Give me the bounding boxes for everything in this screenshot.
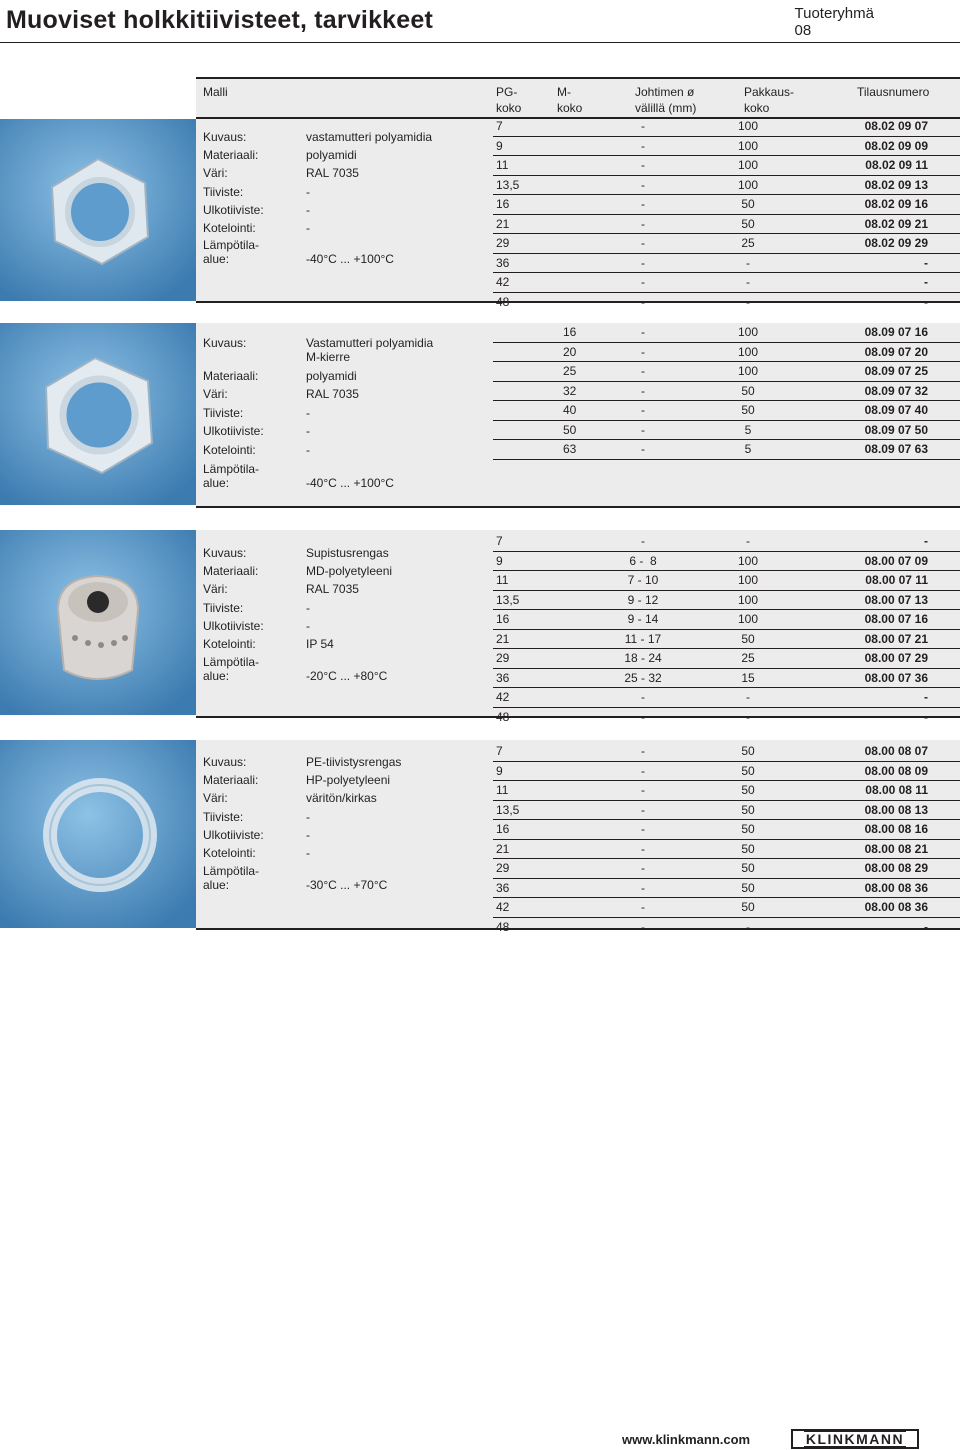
- table-header: [196, 77, 960, 119]
- attr-label: Materiaali:: [203, 148, 259, 162]
- table-cell: -: [746, 690, 750, 704]
- table-cell: 08.00 08 36: [864, 880, 928, 895]
- table-cell: 08.00 08 36: [864, 900, 928, 914]
- attr-label: Kotelointi:: [203, 846, 256, 860]
- table-cell: 7: [496, 119, 503, 133]
- table-cell: -: [641, 763, 645, 778]
- header-pakkaus: Pakkaus- koko: [744, 85, 795, 115]
- table-cell: 16: [496, 822, 510, 836]
- table-cell: 16: [496, 612, 510, 626]
- table-cell: 100: [737, 573, 759, 587]
- attr-label: Väri:: [203, 582, 228, 596]
- table-row: [493, 176, 960, 196]
- table-cell: 100: [737, 119, 759, 133]
- hex-nut-icon: [0, 323, 196, 505]
- table-row: [493, 195, 960, 215]
- table-row: [493, 859, 960, 879]
- table-cell: 20: [563, 344, 577, 359]
- table-cell: 6 - 8: [629, 553, 657, 568]
- table-cell: 08.00 07 13: [864, 592, 928, 607]
- footer-url[interactable]: www.klinkmann.com: [622, 1432, 751, 1447]
- table-row: [493, 898, 960, 918]
- table-cell: -: [641, 709, 645, 724]
- attr-value: -: [306, 185, 310, 199]
- table-cell: 100: [737, 158, 759, 172]
- rows-pe-ring: [493, 742, 960, 936]
- table-row: [493, 610, 960, 630]
- table-cell: 42: [496, 690, 510, 704]
- table-cell: 08.00 08 09: [864, 763, 928, 778]
- sealing-ring-icon: [0, 740, 196, 928]
- attr-label: Tiiviste:: [203, 601, 244, 615]
- table-cell: -: [924, 919, 928, 934]
- attr-label: Lämpötila- alue:: [203, 655, 260, 683]
- table-row: [493, 117, 960, 137]
- table-cell: 36: [496, 880, 510, 895]
- table-cell: 9 - 12: [627, 592, 659, 607]
- attr-value: -20°C ... +80°C: [306, 669, 388, 683]
- attr-label: Ulkotiiviste:: [203, 203, 264, 217]
- table-cell: -: [641, 534, 645, 548]
- table-cell: 08.02 09 16: [864, 197, 928, 211]
- table-cell: 29: [496, 236, 510, 250]
- table-cell: -: [746, 294, 750, 309]
- table-row: [493, 688, 960, 708]
- table-cell: -: [641, 841, 645, 856]
- attr-value: polyamidi: [306, 369, 357, 383]
- attr-label: Materiaali:: [203, 564, 259, 578]
- table-row: [493, 762, 960, 782]
- attr-value: IP 54: [306, 637, 334, 651]
- table-row: [493, 649, 960, 669]
- table-row: [493, 382, 960, 402]
- attr-value: -: [306, 203, 310, 217]
- attr-label: Tiiviste:: [203, 406, 244, 420]
- attr-value: PE-tiivistysrengas: [306, 755, 402, 769]
- table-row: [493, 820, 960, 840]
- attr-value: Supistusrengas: [306, 546, 389, 560]
- table-cell: 11: [496, 573, 509, 587]
- table-cell: 08.00 07 09: [864, 553, 928, 568]
- table-cell: 50: [741, 383, 755, 398]
- table-cell: 16: [563, 325, 577, 339]
- table-cell: 48: [496, 919, 510, 934]
- table-cell: 48: [496, 709, 510, 724]
- table-cell: -: [641, 861, 645, 875]
- table-cell: 50: [741, 763, 755, 778]
- table-row: [493, 293, 960, 312]
- rows-locknut: [493, 117, 960, 311]
- attr-label: Kuvaus:: [203, 546, 247, 560]
- attr-label: Materiaali:: [203, 369, 259, 383]
- table-cell: 50: [741, 822, 755, 836]
- attr-value: -: [306, 424, 310, 438]
- table-cell: 08.00 08 13: [864, 802, 928, 817]
- attr-label: Kuvaus:: [203, 336, 247, 350]
- table-cell: 13,5: [496, 592, 520, 607]
- table-cell: 08.09 07 20: [864, 344, 928, 359]
- table-cell: -: [746, 255, 750, 270]
- table-cell: 08.02 09 13: [864, 177, 928, 192]
- table-cell: 50: [741, 403, 755, 417]
- table-cell: 100: [737, 325, 759, 339]
- attr-value: RAL 7035: [306, 387, 359, 401]
- header-malli: Malli: [203, 85, 228, 99]
- table-cell: -: [746, 919, 750, 934]
- attr-label: Materiaali:: [203, 773, 259, 787]
- table-cell: 9: [496, 763, 503, 778]
- table-cell: 08.00 08 21: [864, 841, 928, 856]
- table-row: [493, 801, 960, 821]
- attr-value: -: [306, 443, 310, 457]
- table-cell: 08.09 07 63: [864, 442, 928, 456]
- attr-value: -: [306, 406, 310, 420]
- header-johtimen: Johtimen ø välillä (mm): [635, 85, 697, 115]
- table-cell: -: [641, 236, 645, 250]
- table-cell: -: [641, 783, 645, 797]
- table-cell: 9: [496, 138, 503, 153]
- header-m-koko: M- koko: [557, 85, 583, 115]
- table-cell: 25 - 32: [624, 670, 662, 685]
- table-cell: 50: [741, 880, 755, 895]
- table-cell: 50: [741, 861, 755, 875]
- table-cell: -: [641, 690, 645, 704]
- table-cell: -: [746, 534, 750, 548]
- table-cell: -: [641, 364, 645, 378]
- attr-label: Väri:: [203, 166, 228, 180]
- product-photo-locknut: [0, 119, 196, 301]
- table-cell: 42: [496, 275, 510, 289]
- table-cell: 08.00 08 16: [864, 822, 928, 836]
- header-pg-koko: PG- koko: [496, 85, 522, 115]
- table-cell: 11: [496, 158, 509, 172]
- table-cell: 50: [741, 216, 755, 231]
- table-row: [493, 215, 960, 235]
- title-rule: [0, 42, 960, 43]
- table-cell: 7: [496, 744, 503, 758]
- table-cell: 29: [496, 861, 510, 875]
- table-cell: 08.09 07 40: [864, 403, 928, 417]
- table-cell: 08.09 07 25: [864, 364, 928, 378]
- table-row: [493, 781, 960, 801]
- table-cell: 48: [496, 294, 510, 309]
- table-cell: 11: [496, 783, 509, 797]
- table-cell: -: [924, 709, 928, 724]
- table-row: [493, 421, 960, 441]
- attr-label: Kuvaus:: [203, 130, 247, 144]
- attr-value: väritön/kirkas: [306, 791, 377, 805]
- table-cell: -: [641, 138, 645, 153]
- table-cell: 08.02 09 29: [864, 236, 928, 250]
- table-cell: -: [924, 275, 928, 289]
- attr-label: Tiiviste:: [203, 810, 244, 824]
- logo-text: KLINKMANN: [805, 1431, 905, 1447]
- table-cell: -: [641, 275, 645, 289]
- table-cell: -: [641, 422, 645, 437]
- table-cell: 50: [741, 802, 755, 817]
- attr-label: Tiiviste:: [203, 185, 244, 199]
- attr-value: -: [306, 601, 310, 615]
- table-row: [493, 362, 960, 382]
- table-row: [493, 552, 960, 572]
- table-cell: 50: [741, 744, 755, 758]
- attr-value: -: [306, 221, 310, 235]
- table-cell: 08.00 08 07: [864, 744, 928, 758]
- table-cell: -: [746, 275, 750, 289]
- attr-label: Ulkotiiviste:: [203, 828, 264, 842]
- table-cell: -: [924, 294, 928, 309]
- table-cell: -: [641, 325, 645, 339]
- attr-label: Lämpötila- alue:: [203, 238, 260, 266]
- table-cell: 08.00 07 36: [864, 670, 928, 685]
- attr-label: Kotelointi:: [203, 221, 256, 235]
- table-cell: 5: [744, 422, 752, 437]
- table-cell: 5: [744, 442, 752, 456]
- table-cell: 9: [496, 553, 503, 568]
- table-cell: 25: [563, 364, 577, 378]
- attr-label: Kotelointi:: [203, 637, 256, 651]
- table-row: [493, 669, 960, 689]
- table-row: [493, 137, 960, 157]
- table-cell: 18 - 24: [624, 651, 662, 665]
- attr-label: Ulkotiiviste:: [203, 619, 264, 633]
- table-cell: 50: [741, 197, 755, 211]
- table-cell: 08.00 07 11: [865, 573, 928, 587]
- table-cell: 7: [496, 534, 503, 548]
- table-cell: -: [641, 442, 645, 456]
- table-cell: 08.09 07 32: [864, 383, 928, 398]
- product-group-label: Tuoteryhmä: [794, 5, 874, 22]
- table-cell: 25: [741, 236, 755, 250]
- table-row: [493, 440, 960, 460]
- table-cell: 08.00 07 16: [864, 612, 928, 626]
- table-row: [493, 879, 960, 899]
- table-cell: 100: [737, 612, 759, 626]
- table-cell: -: [641, 403, 645, 417]
- table-cell: 50: [741, 783, 755, 797]
- attr-value: -: [306, 619, 310, 633]
- table-cell: -: [641, 802, 645, 817]
- table-row: [493, 401, 960, 421]
- table-cell: 08.02 09 11: [865, 158, 928, 172]
- table-cell: -: [746, 709, 750, 724]
- table-row: [493, 532, 960, 552]
- product-group: [795, 5, 874, 39]
- table-cell: 08.09 07 50: [864, 422, 928, 437]
- table-row: [493, 254, 960, 274]
- table-cell: -: [641, 216, 645, 231]
- table-cell: 40: [563, 403, 577, 417]
- table-row: [493, 234, 960, 254]
- table-cell: 50: [741, 900, 755, 914]
- table-row: [493, 591, 960, 611]
- table-cell: 100: [737, 138, 759, 153]
- table-cell: -: [641, 177, 645, 192]
- attr-value: -: [306, 810, 310, 824]
- table-row: [493, 708, 960, 727]
- table-row: [493, 571, 960, 591]
- product-photo-m-locknut: [0, 323, 196, 505]
- table-cell: -: [641, 900, 645, 914]
- table-cell: -: [641, 744, 645, 758]
- table-cell: 100: [737, 364, 759, 378]
- attr-label: Kotelointi:: [203, 443, 256, 457]
- table-row: [493, 742, 960, 762]
- attr-value: -40°C ... +100°C: [306, 252, 394, 266]
- table-cell: 13,5: [496, 802, 520, 817]
- table-cell: 50: [741, 631, 755, 646]
- table-cell: 63: [563, 442, 577, 456]
- table-cell: 50: [741, 841, 755, 856]
- attr-label: Lämpötila- alue:: [203, 864, 260, 892]
- table-cell: 100: [737, 177, 759, 192]
- table-cell: 36: [496, 670, 510, 685]
- table-cell: 21: [496, 631, 510, 646]
- attr-value: -30°C ... +70°C: [306, 878, 388, 892]
- attr-value: HP-polyetyleeni: [306, 773, 391, 787]
- table-cell: 100: [737, 553, 759, 568]
- attr-label: Kuvaus:: [203, 755, 247, 769]
- table-cell: 08.09 07 16: [864, 325, 928, 339]
- product-photo-reducer: [0, 530, 196, 715]
- table-cell: -: [641, 344, 645, 359]
- klinkmann-logo: [791, 1429, 919, 1449]
- table-row: [493, 343, 960, 363]
- table-cell: -: [641, 255, 645, 270]
- table-cell: 11 - 17: [624, 631, 662, 646]
- table-cell: 08.02 09 09: [864, 138, 928, 153]
- reducer-ring-icon: [0, 530, 196, 715]
- rows-m-locknut: [493, 323, 960, 460]
- table-cell: 7 - 10: [627, 573, 659, 587]
- table-cell: 08.00 07 29: [864, 651, 928, 665]
- table-cell: -: [641, 294, 645, 309]
- table-cell: -: [924, 255, 928, 270]
- table-cell: 9 - 14: [627, 612, 659, 626]
- table-row: [493, 323, 960, 343]
- table-cell: 13,5: [496, 177, 520, 192]
- attr-label: Väri:: [203, 387, 228, 401]
- table-cell: -: [641, 880, 645, 895]
- attr-value: vastamutteri polyamidia: [306, 130, 433, 144]
- table-cell: -: [641, 919, 645, 934]
- attr-label: Lämpötila- alue:: [203, 462, 260, 490]
- attr-label: Ulkotiiviste:: [203, 424, 264, 438]
- table-row: [493, 630, 960, 650]
- hex-nut-icon: [0, 119, 196, 301]
- table-cell: -: [924, 690, 928, 704]
- table-cell: -: [641, 822, 645, 836]
- table-cell: -: [641, 119, 645, 133]
- table-row: [493, 918, 960, 937]
- attr-value: -: [306, 846, 310, 860]
- attr-value: -: [306, 828, 310, 842]
- table-cell: 08.02 09 21: [864, 216, 928, 231]
- attr-value: -40°C ... +100°C: [306, 476, 394, 490]
- table-cell: 36: [496, 255, 510, 270]
- table-cell: 21: [496, 216, 510, 231]
- table-cell: -: [641, 383, 645, 398]
- table-cell: 100: [737, 592, 759, 607]
- table-cell: -: [641, 158, 645, 172]
- table-cell: 25: [741, 651, 755, 665]
- header-tilausnumero: Tilausnumero: [857, 85, 930, 99]
- table-row: [493, 156, 960, 176]
- attr-value: MD-polyetyleeni: [306, 564, 393, 578]
- rows-reducer: [493, 532, 960, 726]
- attr-value: RAL 7035: [306, 166, 359, 180]
- table-cell: 42: [496, 900, 510, 914]
- table-cell: 08.02 09 07: [864, 119, 928, 133]
- attr-value: RAL 7035: [306, 582, 359, 596]
- table-cell: 50: [563, 422, 577, 437]
- table-cell: 100: [737, 344, 759, 359]
- table-cell: -: [641, 197, 645, 211]
- page-title: Muoviset holkkitiivisteet, tarvikkeet: [6, 6, 434, 34]
- table-cell: -: [924, 534, 928, 548]
- table-cell: 08.00 07 21: [864, 631, 928, 646]
- table-cell: 08.00 08 11: [865, 783, 928, 797]
- table-row: [493, 840, 960, 860]
- product-photo-pe-ring: [0, 740, 196, 928]
- attr-value: Vastamutteri polyamidia M-kierre: [306, 336, 434, 364]
- table-row: [493, 273, 960, 293]
- table-cell: 08.00 08 29: [864, 861, 928, 875]
- table-cell: 29: [496, 651, 510, 665]
- table-cell: 16: [496, 197, 510, 211]
- product-group-number: 08: [794, 22, 812, 39]
- table-cell: 32: [563, 383, 577, 398]
- attr-value: polyamidi: [306, 148, 357, 162]
- table-cell: 21: [496, 841, 510, 856]
- attr-label: Väri:: [203, 791, 228, 805]
- table-cell: 15: [741, 670, 755, 685]
